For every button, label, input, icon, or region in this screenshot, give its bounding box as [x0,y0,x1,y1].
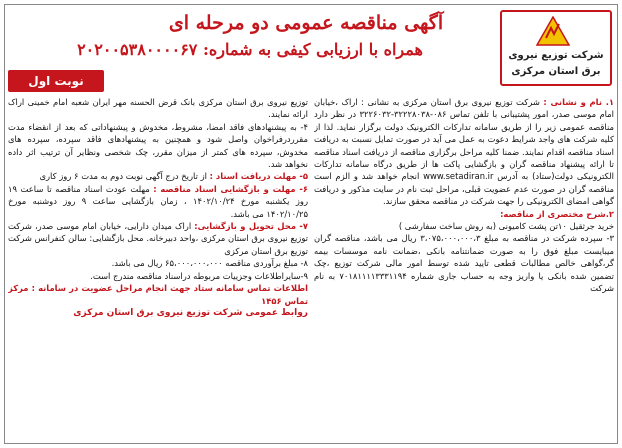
logo-text-line2: برق استان مرکزی [511,66,601,77]
logo-text-line1: شرکت توزیع نیروی [508,50,604,61]
left-text-column [8,96,308,440]
section-5-text: از تاریخ درج آگهی نوبت دوم به مدت ۶ روز کاری [39,171,207,182]
section-3-text: ۳- سپرده شرکت در مناقصه به مبلغ ۳،۰۷۵،۰۰۰،۰۰۰،۳ ریال می باشد، مناقصه گران میبایست مبلغ فوق را به صورت ضمانتنامه بانکی ،ضمانت نامه موسسات بیمه گر،گواهی خالص مطالبات قطعی تایید شده توسط امور مالی شرکت توزیع ،چک تضمین شده بانکی یا واریز وجه به حساب جاری شماره ۷۰۱۸۱۱۱۱۳۳۳۱۱۹۴ به نام شرکت [314,233,614,294]
section-5 [8,170,308,182]
section-8-text: ۸- مبلغ برآوردی مناقصه ۶۵،۰۰۰،۰۰۰،۰۰۰ ریال می باشد. [111,258,308,269]
section-2-text: خرید جرثقیل ۱۰تن پشت کامیونی (به روش ساخت سفارشی ) [398,221,614,232]
section-7-heading: ۷- محل تحویل و بازگشایی: [194,221,308,232]
section-1-heading: ۱. نام و نشانی : [543,97,614,107]
company-logo [500,10,612,86]
section-9-text: ۹-سایراطلاعات وجزییات مربوطه دراسناد مناقصه مندرج است. [90,270,308,281]
section-6-heading: ۶- مهلت و بازگشایی اسناد مناقصه : [153,183,308,194]
notice-title: آگهی مناقصه عمومی دو مرحله ای [168,12,444,34]
section-7-text: اراک میدان دارایی، خیابان امام موسی صدر، شرکت توزیع نیروی برق استان مرکزی ،واحد دبیرخانه. محل بازگشایی: سالن کنفرانس شرکت توزیع برق استان مرکزی [8,221,308,256]
paragraph-continued: توزیع نیروی برق استان مرکزی بانک قرض الحسنه مهر ایران شعبه امام خمینی اراک ارائه نمایند. [8,97,308,120]
first-publication-badge: نوبت اول [8,70,104,92]
section-1 [314,96,614,208]
right-text-column [314,96,614,440]
section-5-heading: ۵- مهلت دریافت اسناد : [209,171,308,182]
notice-subtitle: همراه با ارزیابی کیفی به شماره: ۲۰۲۰۰۵۳۸۰۰۰۰۶۷ [77,40,423,59]
section-1-text-continued: انجام خواهد شد و الزم است مناقصه گران در صورت عدم عضویت قبلی، مراحل ثبت نام در سایت مذکور و دریافت گواهی امضای الکترونیکی را جهت شرکت در مناقصه محقق سازند. [314,171,614,207]
section-7 [8,220,308,257]
section-4-text: ۴- به پیشنهادهای فاقد امضا، مشروط، مخدوش و پیشنهاداتی که بعد از انقضاء مدت مقرردرفراخوان واصل شود و همچنین به پیشنهادهای فاقد سپرده، سپرده های مخدوش، سپرده های کمتر از میزان مقرر، چک شخصی ونظایر آن ترتیب اثر داده نخواهد شد. [8,121,308,170]
website-link[interactable]: www.setadiran.ir [423,171,494,182]
electricity-logo-icon [536,16,570,46]
section-2-heading: ۲.شرح مختصری از مناقصه: [500,208,614,219]
contact-info-text: اطلاعات تماس سامانه ستاد جهت انجام مراحل عضویت در سامانه : مرکز تماس ۱۴۵۶ [8,283,308,306]
section-6 [8,183,308,220]
public-relations-footer: روابط عمومی شرکت توزیع نیروی برق استان مرکزی [73,307,308,318]
section-1-text: شرکت توزیع نیروی برق استان مرکزی به نشانی : اراک ،خیابان امام موسی صدر، امور پشتیبانی با تلفن تماس ۰۸۶-۳۲۲۲۸۰۳۸-۳۲۲۶۰۳۲ در نظر دارد مناقصه عمومی زیر را از طریق سامانه تدارکات الکترونیک دولت برگزار نماید. لذا از کلیه شرکت های واجد شرایط دعوت به عمل می آید در صورت تمایل نسبت به دریافت اسناد مناقصه اقدام نمایند. ضمنا کلیه مراحل برگزاری مناقصه از دریافت اسناد مناقصه تا ارائه پیشنهاد مناقصه گران و بازگشایی پاکت ها از طریق درگاه سامانه تدارکات الکترونیکی دولت(ستاد) به آدرس [314,97,614,182]
section-6-text: مهلت عودت اسناد مناقصه تا ساعت ۱۹ روز یکشنبه مورخ ۱۴۰۲/۱۰/۲۴ ، زمان بازگشایی ساعت ۹ روز دوشنبه مورخ ۱۴۰۲/۱۰/۲۵ می باشد. [8,183,308,219]
